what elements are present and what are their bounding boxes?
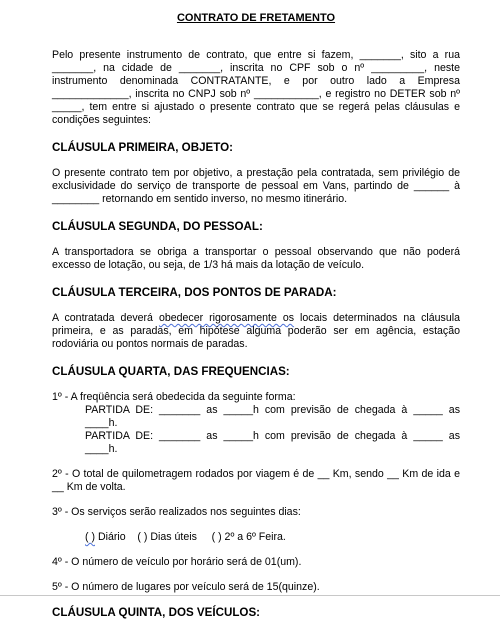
clause-1-text: O presente contrato tem por objetivo, a prestação pela contratada, sem privilégio de exclusividade do serviço de transporte de pessoal em Vans, partindo de ______ à ________ retornando em sentido inverso, no mesmo itinerário. (52, 167, 460, 205)
clause-3-text-b: locais determinados na cláusula primeira, e as paradas, em hipótese alguma poderão ser em agência, estação rodoviária ou pontos normais de paradas. (52, 312, 460, 350)
clause-4-partida-2: PARTIDA DE: _______ as _____h com previsão de chegada à _____ as ____h. (85, 430, 460, 455)
option-diario-label: Diário (97, 531, 126, 543)
clause-4-item-2: 2º - O total de quilometragem rodados por viagem é de __ Km, sendo __ Km de ida e __ Km de volta. (52, 468, 460, 493)
clause-3-heading: CLÁUSULA TERCEIRA, DOS PONTOS DE PARADA: (52, 286, 337, 299)
spellcheck-underlined-text: obedecer rigorosamente os (158, 312, 295, 324)
checkbox-segunda-a-sexta[interactable]: ( ) (211, 531, 222, 543)
page-bottom-divider (0, 595, 500, 596)
clause-5-heading: CLÁUSULA QUINTA, DOS VEÍCULOS: (52, 606, 261, 619)
intro-paragraph: Pelo presente instrumento de contrato, que entre si fazem, _______, sito a rua _______, na cidade de _______, inscrita no CPF sob o nº _________, neste instrumento denominada CONTRATANTE, e por outro lado a Empresa _____________, inscrita no CNPJ sob nº ___________, e registro no DETER sob nº _____, tem entre si ajustado o presente contrato que se regerá pelas cláusulas e condições seguintes: (52, 49, 460, 126)
clause-4-day-options (52, 531, 460, 544)
checkbox-dias-uteis[interactable]: ( ) (137, 531, 148, 543)
clause-4-item-5: 5º - O número de lugares por veículo será de 15(quinze). (52, 581, 320, 593)
clause-3-text-a: A contratada deverá (52, 312, 159, 324)
document-title: CONTRATO DE FRETAMENTO (176, 12, 336, 24)
clause-3-text (52, 312, 460, 351)
clause-4-item-1: 1º - A freqüência será obedecida da seguinte forma: (52, 391, 296, 403)
clause-4-partida-1: PARTIDA DE: _______ as _____h com previsão de chegada à _____ as ____h. (85, 404, 460, 429)
clause-2-text: A transportadora se obriga a transportar o pessoal observando que não poderá excesso de lotação, ou seja, de 1/3 há mais da lotação de veículo. (52, 246, 460, 271)
clause-2-heading: CLÁUSULA SEGUNDA, DO PESSOAL: (52, 220, 263, 233)
option-segunda-a-sexta-label: 2º a 6º Feira. (224, 531, 286, 543)
clause-1-heading: CLÁUSULA PRIMEIRA, OBJETO: (52, 141, 233, 154)
clause-4-item-3: 3º - Os serviços serão realizados nos seguintes dias: (52, 506, 301, 518)
clause-4-item-4: 4º - O número de veículo por horário será de 01(um). (52, 556, 302, 568)
option-dias-uteis-label: Dias úteis (150, 531, 197, 543)
checkbox-diario[interactable]: ( ) (85, 531, 95, 543)
clause-4-heading: CLÁUSULA QUARTA, DAS FREQUENCIAS: (52, 365, 290, 378)
